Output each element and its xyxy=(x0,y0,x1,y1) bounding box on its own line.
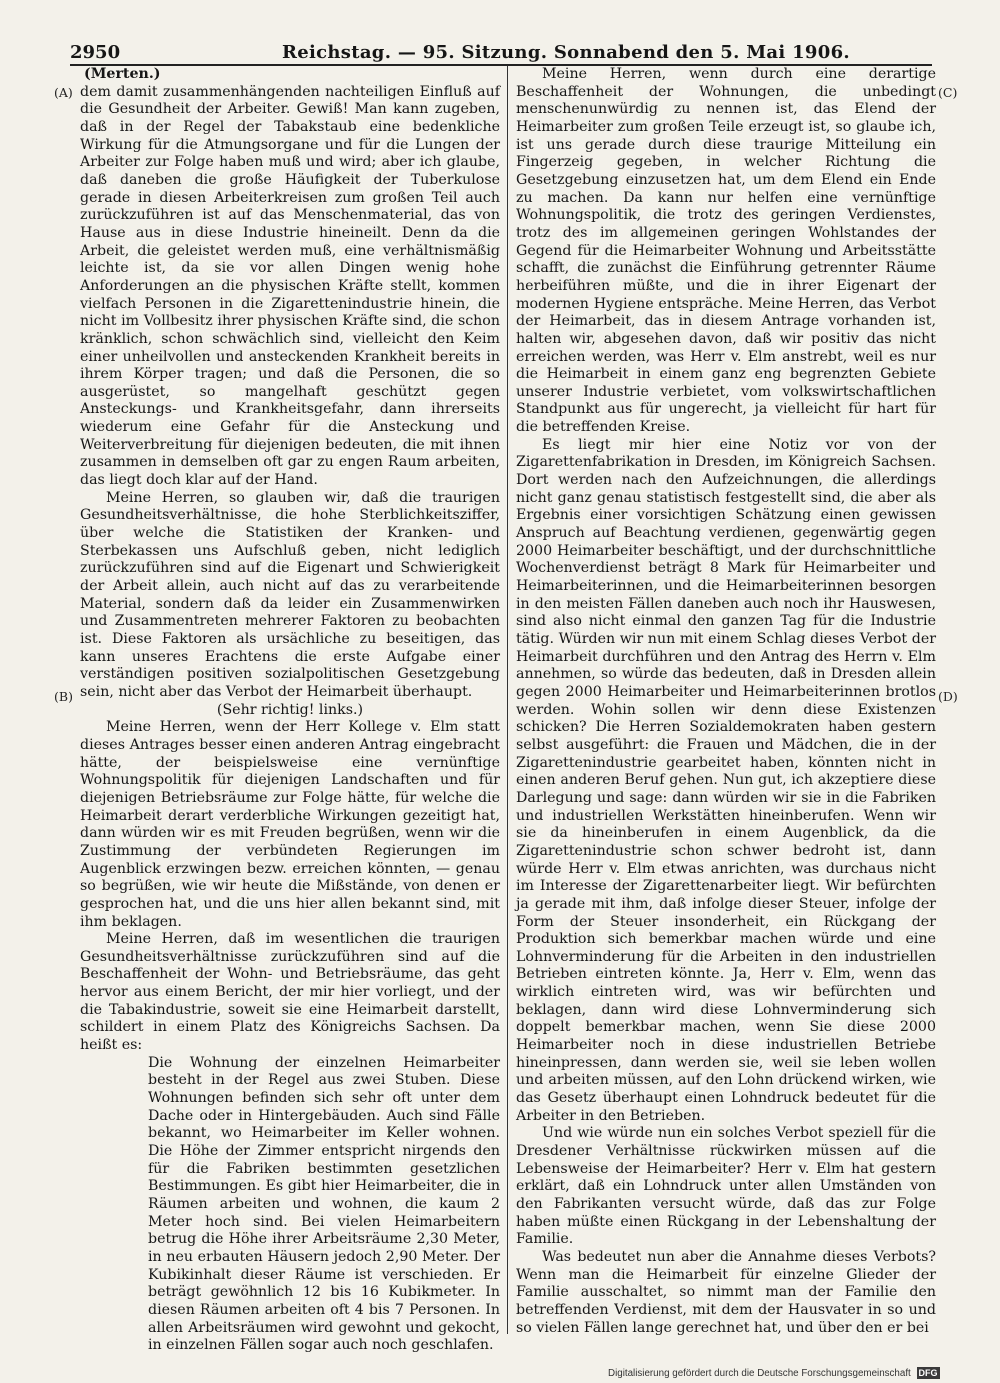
page-number: 2950 xyxy=(70,42,121,63)
margin-mark-d: (D) xyxy=(938,689,958,704)
block-quote: Die Wohnung der einzelnen Heimarbeiter besteht in der Regel aus zwei Stuben. Diese Wohnungen befinden sich sehr oft unter dem Dache oder in Hintergebäuden. Auch sind Fälle bekannt, wo Heimarbeiter im Keller wohnen. Die Höhe der Zimmer entspricht nirgends den für die Fabriken bestimmten gesetzlichen Bestimmungen. Es gibt hier Heimarbeiter, die in Räumen arbeiten und wohnen, die kaum 2 Meter hoch sind. Bei vielen Heimarbeitern betrug die Höhe ihrer Arbeitsräume 2,30 Meter, in neu erbauten Häusern jedoch 2,90 Meter. Der Kubikinhalt dieser Räume ist verschieden. Er beträgt gewöhnlich 12 bis 16 Kubikmeter. In diesen Räumen arbeiten oft 4 bis 7 Personen. In allen Arbeitsräumen wird gewohnt und gekocht, in einzelnen Fällen sogar auch noch geschlafen. xyxy=(148,1054,500,1354)
dfg-logo: DFG xyxy=(918,1368,938,1378)
interjection: (Sehr richtig! links.) xyxy=(216,701,364,718)
right-paragraph-1: Meine Herren, wenn durch eine derartige Beschaffenheit der Wohnungen, die unbedingt menschenunwürdig zu nennen ist, das Elend der Heimarbeiter zum großen Teile erzeugt ist, so glaube ich, ist uns gerade durch diese traurige Mitteilung ein Fingerzeig gegeben, in welcher Richtung die Gesetzgebung einzusetzen hat, um dem Elend ein Ende zu machen. Da kann nur helfen eine vernünftige Wohnungspolitik, die trotz des geringen Verdienstes, trotz des im allgemeinen geringen Wohlstandes der Gegend für die Heimarbeiter Wohnung und Arbeitsstätte schafft, die zunächst die Einführung getrennter Räume herbeiführen müßte, und die in ihrer Eigenart der modernen Hygiene entspräche. Meine Herren, das Verbot der Heimarbeit, das in diesem Antrage vorhanden ist, halten wir, abgesehen davon, daß wir positiv das nicht erreichen werden, was Herr v. Elm anstrebt, weil es nur die Heimarbeit in einem ganz eng begrenzten Gebiete unserer Industrie verbietet, vom volkswirtschaftlichen Standpunkt aus für ungerecht, ja vielleicht für hart für die betreffenden Kreise. xyxy=(516,66,936,436)
left-paragraph-1: dem damit zusammenhängenden nachteiligen Einfluß auf die Gesundheit der Arbeiter. Gewiß! Man kann zugeben, daß in der Regel der Tabakstaub eine bedenkliche Wirkung für die Atmungsorgane und für die Lungen der Arbeiter zur Folge haben muß und wird; aber ich glaube, daß daneben die große Häufigkeit der Tuberkulose gerade in diesen Arbeiterkreisen zum großen Teil auch zurückzuführen ist auf das Menschenmaterial, das von Hause aus in diese Industrie hineineilt. Denn da die Arbeit, die geleistet werden muß, eine verhältnismäßig leichte ist, da sie vor allen Dingen wenig hohe Anforderungen an die physischen Kräfte stellt, kommen vielfach Personen in die Zigarettenindustrie hinein, die nicht im Vollbesitz ihrer physischen Kräfte sind, die schon kränklich, schon schwächlich sind, vielleicht den Keim einer unheilvollen und ansteckenden Krankheit bereits in ihrem Körper tragen; und daß die Personen, die so ausgerüstet, so mangelhaft geschützt gegen Ansteckungs- und Krankheitsgefahr, dann ihrerseits wiederum eine Gefahr für die Ansteckung und Weiterverbreitung für diejenigen bedeuten, die mit ihnen zusammen in demselben oft gar zu engen Raum arbeiten, das liegt doch klar auf der Hand. xyxy=(80,83,500,489)
margin-mark-a: (A) xyxy=(54,85,73,100)
footer-text: Digitalisierung gefördert durch die Deutsche Forschungsgemeinschaft xyxy=(608,1368,911,1379)
margin-mark-b: (B) xyxy=(54,689,73,704)
footer-credit xyxy=(608,1367,938,1381)
column-divider xyxy=(507,66,508,1334)
margin-mark-c: (C) xyxy=(938,85,958,100)
left-paragraph-4: Meine Herren, daß im wesentlichen die traurigen Gesundheitsverhältnisse zurückzuführen sind auf die Beschaffenheit der Wohn- und Betriebsräume, das geht hervor aus einem Bericht, der mir hier vorliegt, und der die Tabakindustrie, soweit sie eine Heimarbeit darstellt, schildert in einem Platz des Königreichs Sachsen. Da heißt es: xyxy=(80,931,500,1054)
right-column xyxy=(516,66,936,1337)
left-paragraph-3: Meine Herren, wenn der Herr Kollege v. Elm statt dieses Antrages besser einen anderen Antrag eingebracht hätte, der beispielsweise eine vernünftige Wohnungspolitik für diejenigen Landschaften und für diejenigen Betriebsräume zur Folge hätte, für welche die Heimarbeit derart verderbliche Wirkungen gezeitigt hat, dann würden wir es mit Freuden begrüßen, wenn wir die Zustimmung der verbündeten Regierungen im Augenblick erzwingen bezw. erreichen könnten, — genau so begrüßen, wie wir heute die Mißstände, von denen er gesprochen hat, und die uns hier allen bekannt sind, mit ihm beklagen. xyxy=(80,719,500,930)
speaker-label: (Merten.) xyxy=(84,66,161,82)
right-paragraph-4: Was bedeutet nun aber die Annahme dieses Verbots? Wenn man die Heimarbeit für einzelne Glieder der Familie ausschaltet, so nimmt man der Familie den betreffenden Verdienst, mit dem der Hausvater in so und so vielen Fällen lange gerechnet hat, und über den er bei xyxy=(516,1248,936,1336)
right-paragraph-2: Es liegt mir hier eine Notiz vor von der Zigarettenfabrikation in Dresden, im Königreich Sachsen. Dort werden nach den Aufzeichnungen, die allerdings nicht ganz genau statistisch festgestellt sind, die aber als Ergebnis einer vorsichtigen Schätzung einen gewissen Anspruch auf Beachtung verdienen, gegenwärtig gegen 2000 Heimarbeiter beschäftigt, und der durchschnittliche Wochenverdienst beträgt 8 Mark für Heimarbeiter und Heimarbeiterinnen, und die Heimarbeiterinnen besorgen in den meisten Fällen daneben auch noch ihr Hauswesen, sind also nicht einmal den ganzen Tag für die Industrie tätig. Würden wir nun mit einem Schlag dieses Verbot der Heimarbeit durchführen und den Antrag des Herrn v. Elm annehmen, so würde das bedeuten, daß in Dresden allein gegen 2000 Heimarbeiter und Heimarbeiterinnen brotlos werden. Wohin sollen wir denn diese Existenzen schicken? Die Herren Sozialdemokraten haben gestern selbst ausgeführt: die Frauen und Mädchen, die in der Zigarettenindustrie gearbeitet haben, könnten nicht in einen anderen Beruf gehen. Nun gut, ich akzeptiere diese Darlegung und sage: dann würden wir sie in die Fabriken und industriellen Werkstätten hineinberufen. Wenn wir sie da hineinberufen in einem Augenblick, da die Zigarettenindustrie schon schwer bedroht ist, dann würde Herr v. Elm etwas anrichten, was durchaus nicht im Interesse der Zigarettenarbeiter liegt. Wir befürchten ja gerade mit ihm, daß infolge dieser Steuer, infolge der Form der Steuer insonderheit, ein Rückgang der Produktion sich bemerkbar machen würde und eine Lohnverminderung für die Arbeiten in den industriellen Betrieben eintreten könnte. Ja, Herr v. Elm, wenn das wirklich eintreten wird, was wir befürchten und beklagen, dann wird diese Lohnverminderung sich doppelt bemerkbar machen, wenn Sie diese 2000 Heimarbeiter noch in diese industriellen Betriebe hineinpressen, dann werden sie, weil sie leben wollen und arbeiten müssen, auf den Lohn drückend wirken, wie das Gesetz überhaupt einen Lohndruck bedeutet für die Arbeiter in den Betrieben. xyxy=(516,436,936,1124)
right-paragraph-3: Und wie würde nun ein solches Verbot speziell für die Dresdener Verhältnisse rückwirken müssen auf die Lebensweise der Heimarbeiter? Herr v. Elm hat gestern erklärt, daß ein Lohndruck unter allen Umständen von den Fabrikanten versucht würde, daß das zur Folge haben müßte einen Rückgang in der Lebenshaltung der Familie. xyxy=(516,1125,936,1248)
page-header xyxy=(70,34,930,64)
left-column xyxy=(80,66,500,1355)
left-paragraph-2: Meine Herren, so glauben wir, daß die traurigen Gesundheitsverhältnisse, die hohe Sterblichkeitsziffer, über welche die Statistiken der Kranken- und Sterbekassen uns Aufschluß geben, nicht lediglich zurückzuführen sind auf die Eigenart und Schwierigkeit der Arbeit allein, auch nicht auf das zu verarbeitende Material, sondern daß da leider ein Zusammenwirken und Zusammentreten mehrerer Faktoren zu beobachten ist. Diese Faktoren als ursächliche zu beseitigen, das kann unseres Erachtens die erste Aufgabe einer verständigen positiven sozialpolitischen Gesetzgebung sein, nicht aber das Verbot der Heimarbeit überhaupt. xyxy=(80,489,500,700)
page-title: Reichstag. — 95. Sitzung. Sonnabend den 5. Mai 1906. xyxy=(282,42,850,63)
